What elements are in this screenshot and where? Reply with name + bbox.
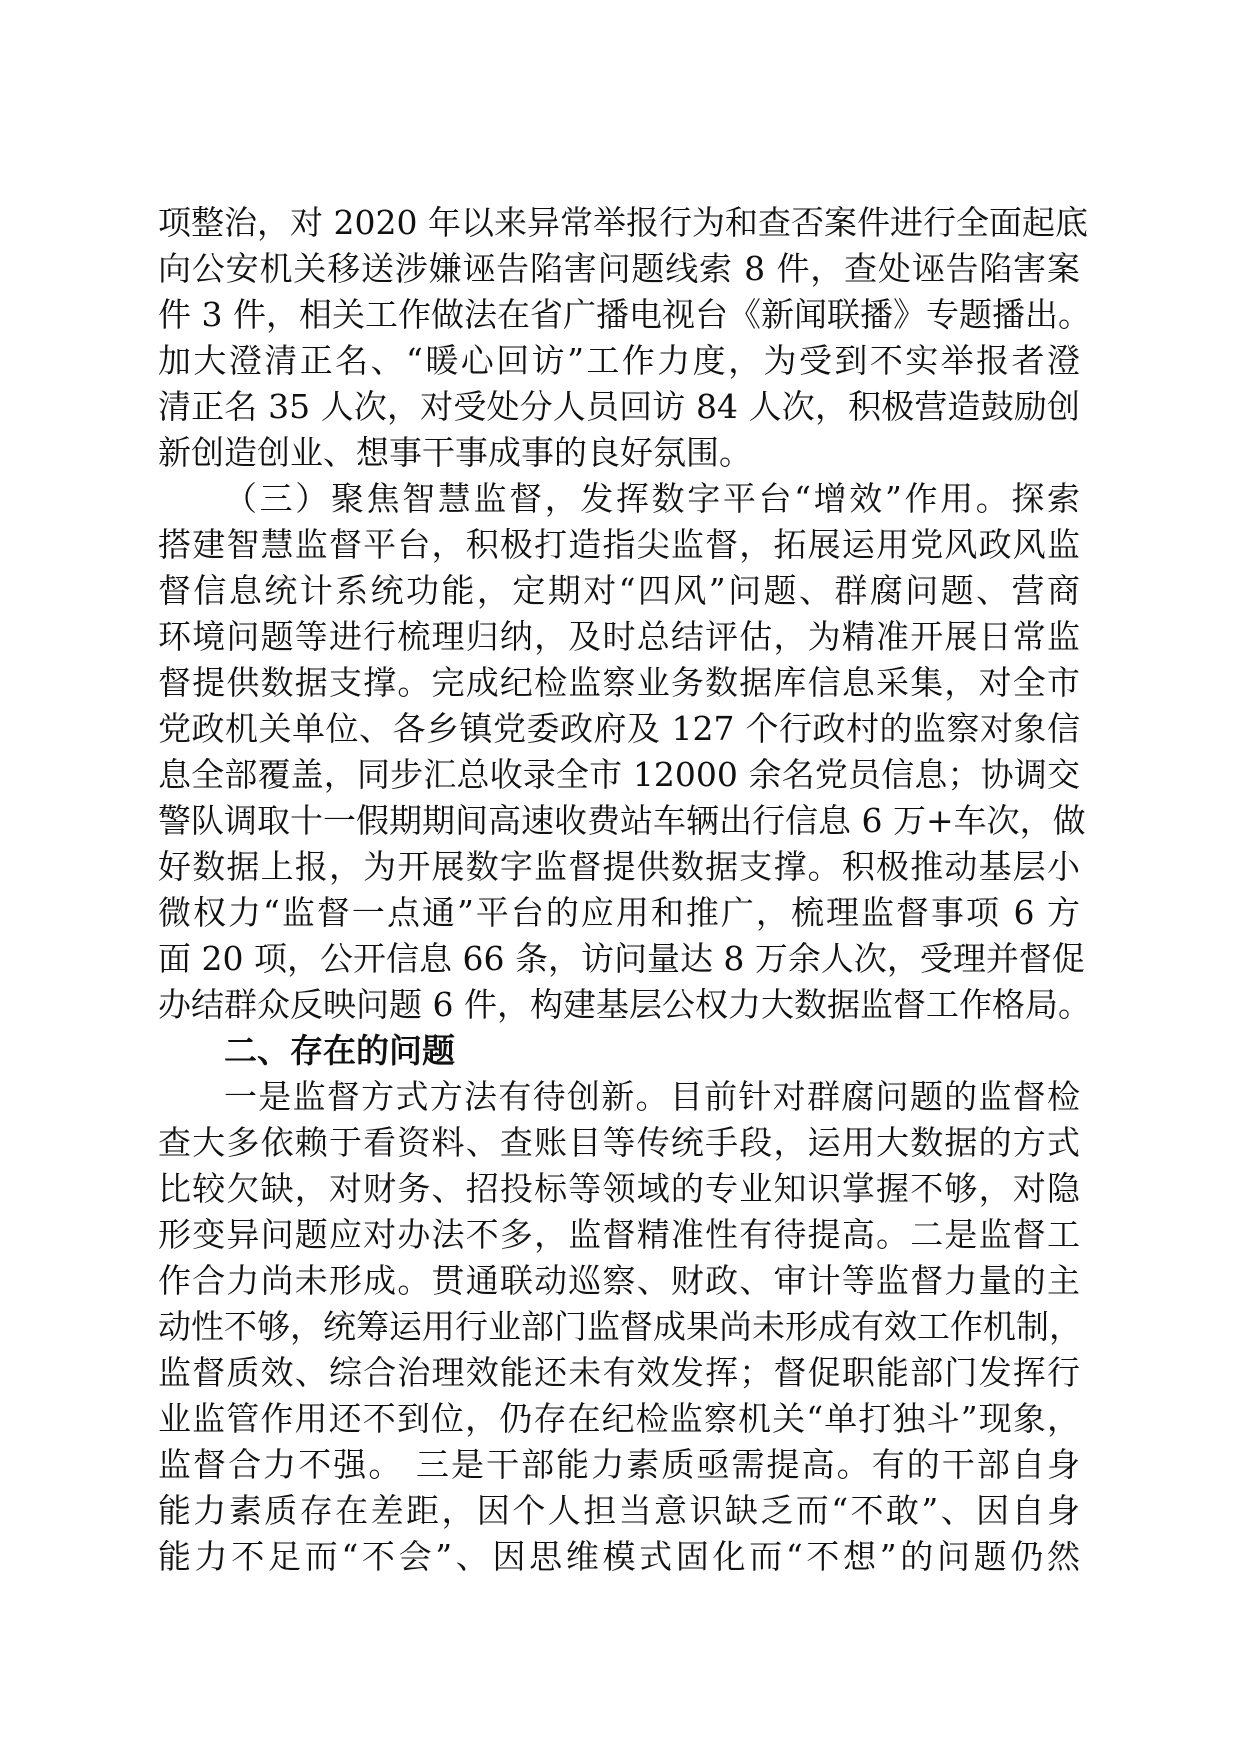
text-line: 搭建智慧监督平台，积极打造指尖监督，拓展运用党风政风监 [158,525,1080,564]
text-line: 监督合力不强。 三是干部能力素质亟需提高。有的干部自身 [158,1445,1080,1484]
text-line: 加大澄清正名、“暖心回访”工作力度，为受到不实举报者澄 [158,341,1080,380]
text-line: 督提供数据支撑。完成纪检监察业务数据库信息采集，对全市 [158,663,1080,702]
text-line: 党政机关单位、各乡镇党委政府及 127 个行政村的监察对象信 [158,709,1080,748]
text-line: 督信息统计系统功能，定期对“四风”问题、群腐问题、营商 [158,571,1080,610]
text-line: 监督质效、综合治理效能还未有效发挥；督促职能部门发挥行 [158,1353,1080,1392]
text-line: 息全部覆盖，同步汇总收录全市 12000 余名党员信息；协调交 [158,755,1080,794]
text-line: 办结群众反映问题 6 件，构建基层公权力大数据监督工作格局。 [158,985,1091,1024]
text-line: 能力不足而“不会”、因思维模式固化而“不想”的问题仍然 [158,1537,1080,1576]
text-line: 查大多依赖于看资料、查账目等传统手段，运用大数据的方式 [158,1123,1080,1162]
text-line: 件 3 件，相关工作做法在省广播电视台《新闻联播》专题播出。 [158,295,1091,334]
paragraph-smart-supervision [158,476,1091,1028]
text-line: 形变异问题应对办法不多，监督精准性有待提高。二是监督工 [158,1215,1080,1254]
text-line: 警队调取十一假期期间高速收费站车辆出行信息 6 万+车次，做 [158,801,1086,840]
text-line: 一是监督方式方法有待创新。目前针对群腐问题的监督检 [224,1077,1080,1116]
text-line: 清正名 35 人次，对受处分人员回访 84 人次，积极营造鼓励创 [158,387,1080,426]
text-line: 微权力“监督一点通”平台的应用和推广，梳理监督事项 6 方 [158,893,1080,932]
paragraph-existing-problems [158,1074,1080,1580]
document-body [158,200,1091,1580]
paragraph-slander-cases [158,200,1091,476]
text-line: 能力素质存在差距，因个人担当意识缺乏而“不敢”、因自身 [158,1491,1080,1530]
text-line: 动性不够，统筹运用行业部门监督成果尚未形成有效工作机制， [158,1307,1082,1346]
text-line: 业监管作用还不到位，仍存在纪检监察机关“单打独斗”现象， [158,1399,1080,1438]
text-line: （三）聚焦智慧监督，发挥数字平台“增效”作用。探索 [224,479,1080,518]
text-line: 好数据上报，为开展数字监督提供数据支撑。积极推动基层小 [158,847,1080,886]
text-line: 面 20 项，公开信息 66 条，访问量达 8 万余人次，受理并督促 [158,939,1085,978]
text-line: 作合力尚未形成。贯通联动巡察、财政、审计等监督力量的主 [158,1261,1080,1300]
section-heading: 二、存在的问题 [224,1031,455,1070]
text-line: 环境问题等进行梳理归纳，及时总结评估，为精准开展日常监 [158,617,1080,656]
text-line: 项整治，对 2020 年以来异常举报行为和查否案件进行全面起底 [158,203,1088,242]
text-line: 比较欠缺，对财务、招投标等领域的专业知识掌握不够，对隐 [158,1169,1080,1208]
text-line: 向公安机关移送涉嫌诬告陷害问题线索 8 件，查处诬告陷害案 [158,249,1080,288]
text-line: 新创造创业、想事干事成事的良好氛围。 [158,433,752,472]
